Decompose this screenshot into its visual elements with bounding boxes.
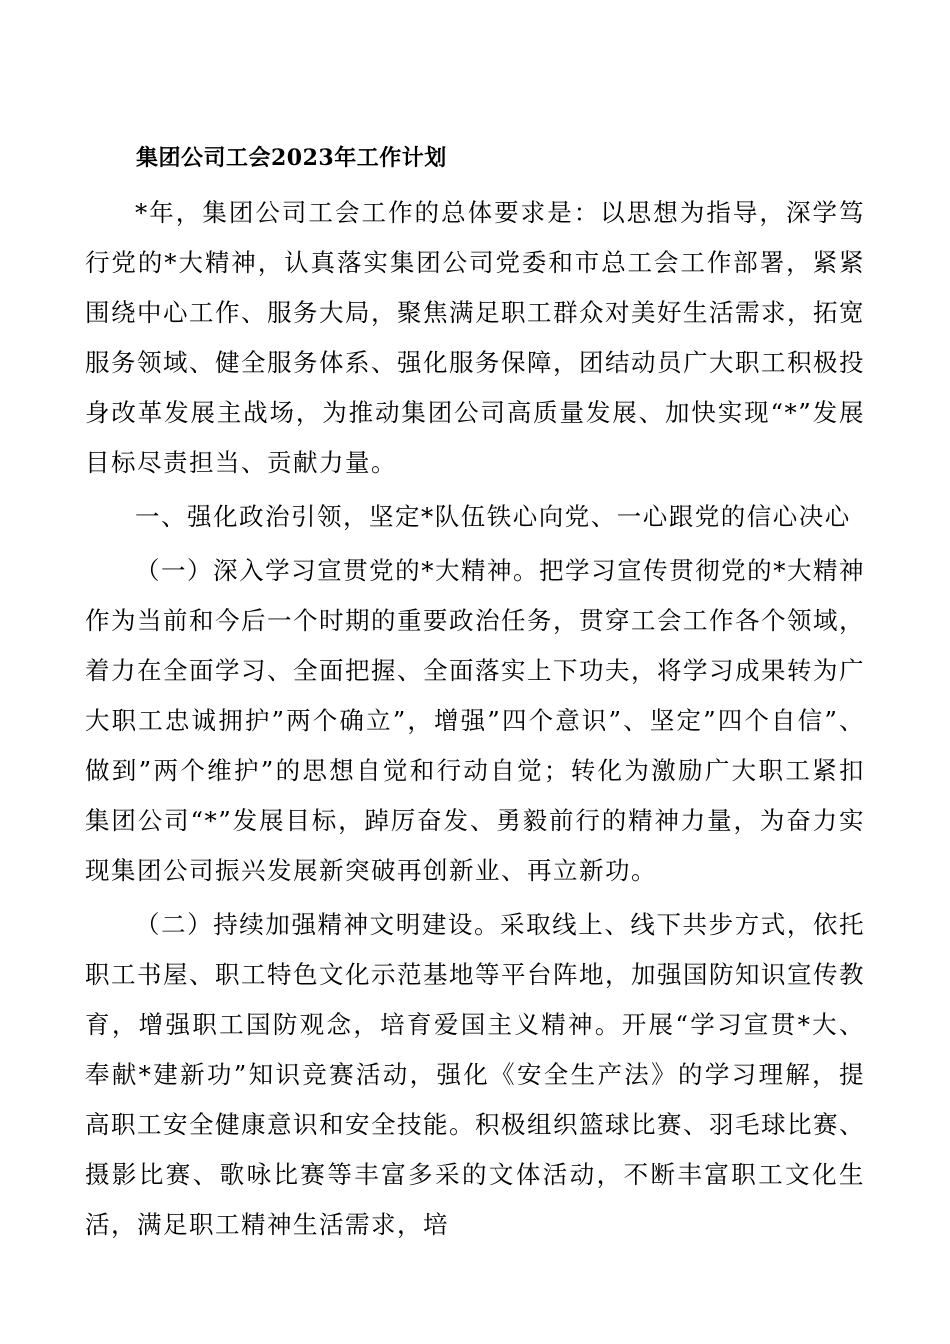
paragraph-item-2: （二）持续加强精神文明建设。采取线上、线下共步方式，依托职工书屋、职工特色文化示范基地等平台阵地，加强国防知识宣传教育，增强职工国防观念，培育爱国主义精神。开展“学习宣贯*大、奉献*建新功”知识竞赛活动，强化《安全生产法》的学习理解，提高职工安全健康意识和安全技能。积极组织篮球比赛、羽毛球比赛、摄影比赛、歌咏比赛等丰富多采的文体活动，不断丰富职工文化生活，满足职工精神生活需求，培 [85,910,865,1239]
paragraph-item-1: （一）深入学习宣贯党的*大精神。把学习宣传贯彻党的*大精神作为当前和今后一个时期的重要政治任务，贯穿工会工作各个领域，着力在全面学习、全面把握、全面落实上下功夫，将学习成果转为广大职工忠诚拥护”两个确立”，增强”四个意识”、坚定”四个自信”、做到”两个维护”的思想自觉和行动自觉；转化为激励广大职工紧扣集团公司“*”发展目标，踔厉奋发、勇毅前行的精神力量，为奋力实现集团公司振兴发展新突破再创新业、再立新功。 [85,556,865,885]
paragraph-general-requirements: *年，集团公司工会工作的总体要求是：以思想为指导，深学笃行党的*大精神，认真落实集团公司党委和市总工会工作部署，紧紧围绕中心工作、服务大局，聚焦满足职工群众对美好生活需求，拓宽服务领域、健全服务体系、强化服务保障，团结动员广大职工积极投身改革发展主战场，为推动集团公司高质量发展、加快实现“*”发展目标尽责担当、贡献力量。 [85,198,865,477]
section-heading-1: 一、强化政治引领，坚定*队伍铁心向党、一心跟党的信心决心 [135,502,851,531]
document-title: 集团公司工会2023年工作计划 [136,145,447,171]
